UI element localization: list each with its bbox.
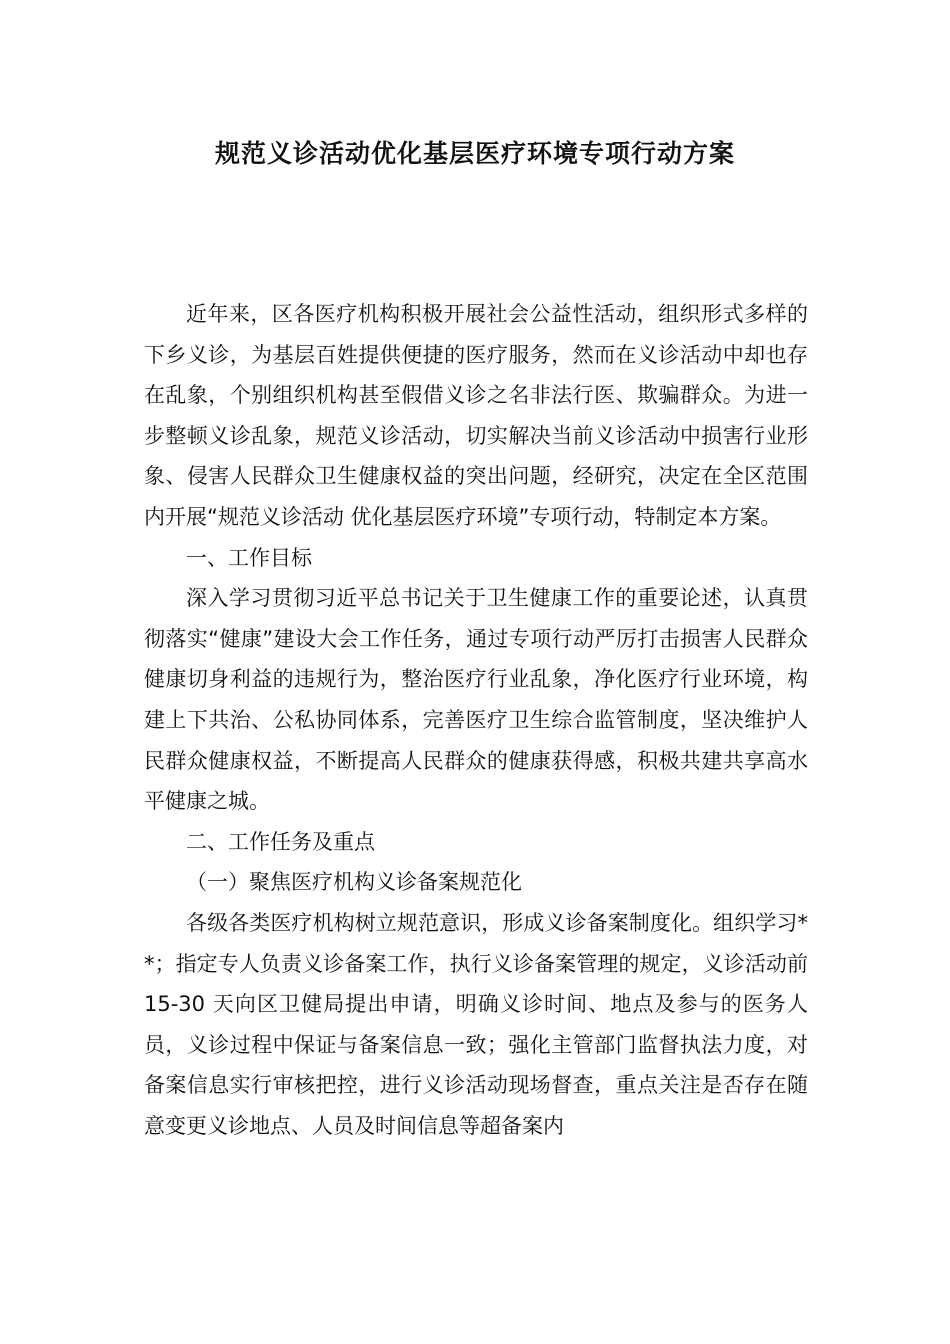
heading-tasks-and-focus: 二、工作任务及重点: [186, 829, 375, 854]
paragraph-intro: 近年来，区各医疗机构积极开展社会公益性活动，组织形式多样的下乡义诊，为基层百姓提供便捷的医疗服务，然而在义诊活动中却也存在乱象，个别组织机构甚至假借义诊之名非法行医、欺骗群众。为进一步整顿义诊乱象，规范义诊活动，切实解决当前义诊活动中损害行业形象、侵害人民群众卫生健康权益的突出问题，经研究，决定在全区范围内开展“规范义诊活动 优化基层医疗环境”专项行动，特制定本方案。: [144, 302, 808, 529]
paragraph-filing-standardization: 各级各类医疗机构树立规范意识，形成义诊备案制度化。组织学习**；指定专人负责义诊备案工作，执行义诊备案管理的规定，义诊活动前 15-30 天向区卫健局提出申请，明确义诊时间、地点及参与的医务人员，义诊过程中保证与备案信息一致；强化主管部门监督执法力度，对备案信息实行审核把控，进行义诊活动现场督查，重点关注是否存在随意变更义诊地点、人员及时间信息等超备案内: [144, 910, 808, 1138]
paragraph-work-goal: 深入学习贯彻习近平总书记关于卫生健康工作的重要论述，认真贯彻落实“健康”建设大会工作任务，通过专项行动严厉打击损害人民群众健康切身利益的违规行为，整治医疗行业乱象，净化医疗行业环境，构建上下共治、公私协同体系，完善医疗卫生综合监管制度，坚决维护人民群众健康权益，不断提高人民群众的健康获得感，积极共建共享高水平健康之城。: [144, 586, 808, 814]
document-title: 规范义诊活动优化基层医疗环境专项行动方案: [214, 139, 735, 168]
heading-work-goal: 一、工作目标: [186, 545, 312, 570]
subheading-filing-standardization: （一）聚焦医疗机构义诊备案规范化: [186, 870, 522, 895]
document-body: [144, 294, 808, 1146]
